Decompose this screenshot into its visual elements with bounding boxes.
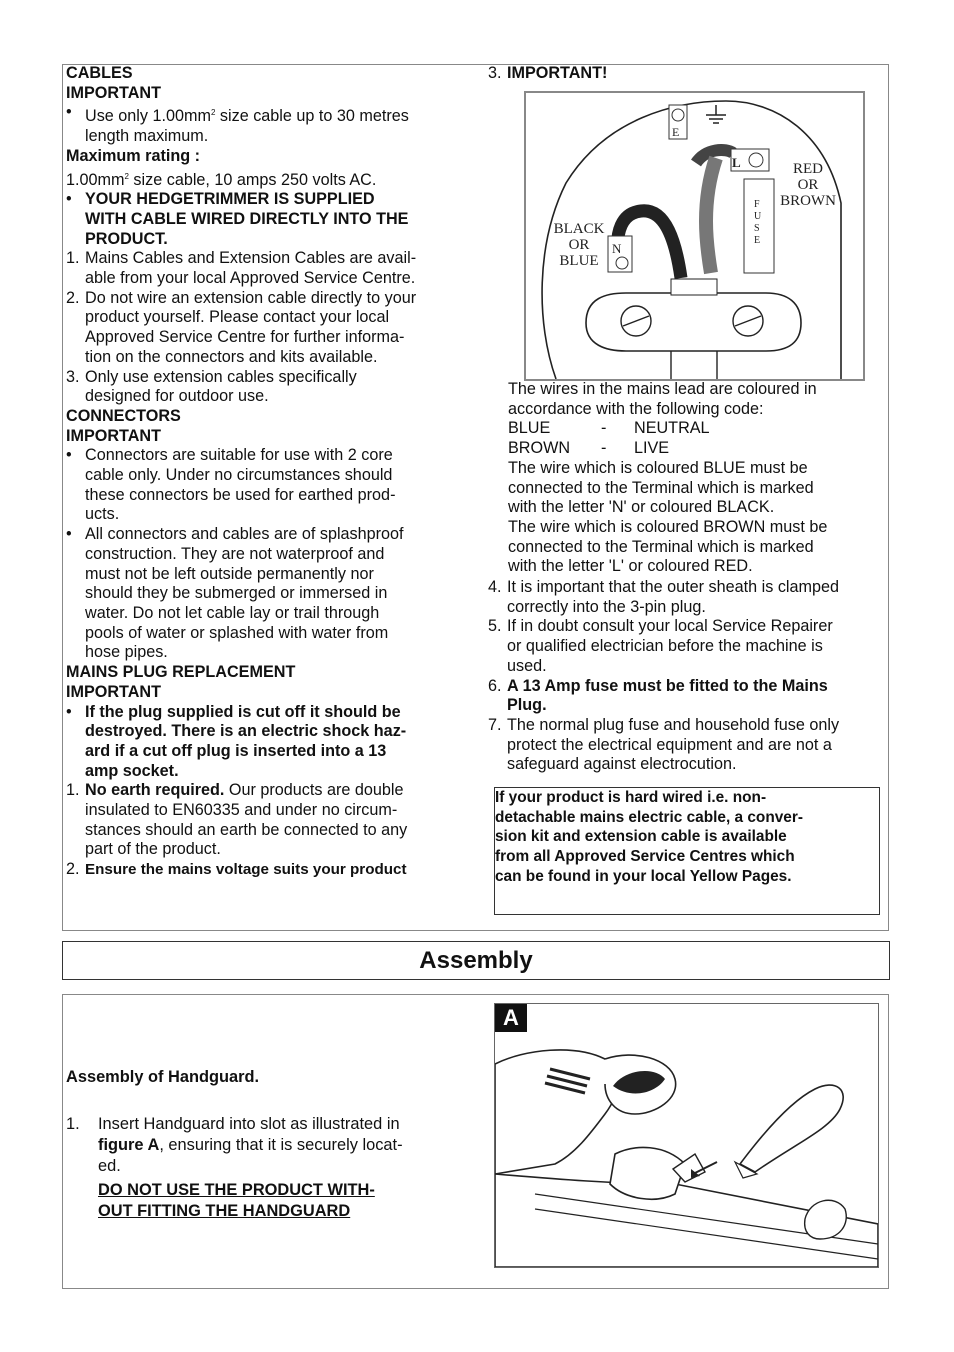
list-line: tion on the connectors and kits available. — [85, 347, 378, 366]
fuse-letter-2: S — [754, 223, 760, 234]
list-line: It is important that the outer sheath is clamped — [507, 578, 840, 596]
note-line: detachable mains electric cable, a conver- — [495, 808, 803, 826]
black-label-2: BLUE — [559, 253, 599, 269]
section-title-box — [62, 941, 890, 980]
supplied-line: YOUR HEDGETRIMMER IS SUPPLIED — [85, 190, 375, 209]
list-line: construction. They are not waterproof and — [85, 544, 385, 563]
code-row-brown — [508, 439, 888, 459]
connector-bullet: • Connectors are suitable for use with 2 core cable only. Under no circumstances should these connectors be used for earthed prod- ucts. — [66, 446, 471, 525]
screw-icon — [749, 153, 763, 167]
right-column — [488, 64, 888, 84]
plug-heading: MAINS PLUG REPLACEMENT — [66, 663, 296, 682]
list-line: A 13 Amp fuse must be fitted to the Mains — [507, 676, 828, 695]
list-line: The normal plug fuse and household fuse only — [507, 715, 840, 734]
assembly-step — [66, 1114, 466, 1222]
cable-size-text-b: size cable up to 30 metres — [215, 107, 409, 126]
text-line: with the letter 'N' or coloured BLACK. — [508, 498, 775, 517]
list-line: cable only. Under no circumstances should — [85, 466, 393, 485]
rating-b: size cable, 10 amps 250 volts AC. — [128, 170, 377, 189]
right-column-list — [488, 578, 888, 775]
list-line: Ensure the mains voltage suits your product — [85, 861, 407, 879]
text-line: The wire which is coloured BROWN must be — [508, 517, 828, 536]
plug-wiring-svg — [526, 93, 863, 379]
connector-bullet: • All connectors and cables are of splashproof construction. They are not waterproof and must not be left outside permanently nor should they be submerged or immersed in water. Do not let cable lay or trail through pools of water or splashed with water from hose pipes. — [66, 525, 471, 663]
brown-wire-sheath — [706, 158, 716, 273]
no-earth-label: No earth required. — [85, 781, 225, 800]
earth-letter: E — [672, 125, 680, 139]
code-meaning: NEUTRAL — [634, 419, 710, 438]
list-line: safeguard against electrocution. — [507, 755, 737, 774]
warning-line: DO NOT USE THE PRODUCT WITH- — [98, 1181, 375, 1199]
list-item: 1. Mains Cables and Extension Cables are avail- able from your local Approved Service Centre. — [66, 249, 471, 288]
left-column — [66, 64, 471, 880]
cable-size-text: Use only 1.00mm — [85, 107, 211, 126]
cables-heading: CABLES — [66, 64, 133, 82]
list-line: must not be left outside permanently nor — [85, 564, 374, 583]
list-line: stances should an earth be connected to any — [85, 820, 408, 839]
list-line: designed for outdoor use. — [85, 387, 269, 406]
superscript: 2 — [210, 108, 216, 118]
list-line: Mains Cables and Extension Cables are avail- — [85, 249, 417, 268]
code-colour: BLUE — [508, 419, 551, 438]
list-line: If the plug supplied is cut off it should be — [85, 702, 401, 721]
code-colour: BROWN — [508, 439, 571, 458]
list-item: 5. If in doubt consult your local Service Repairer or qualified electrician before the machine is used. — [488, 617, 888, 676]
list-line: product yourself. Please contact your local — [85, 308, 390, 327]
list-item: 1. No earth required. Our products are double insulated to EN60335 and under no circum- stances should an earth be connected to any part of the product. — [66, 781, 471, 860]
figure-a-label: A — [495, 1004, 527, 1032]
plug-bullet: • If the plug supplied is cut off it should be destroyed. There is an electric shock haz- ard if a cut off plug is inserted into a 13 amp socket. — [66, 703, 471, 782]
list-line: correctly into the 3-pin plug. — [507, 597, 706, 616]
live-letter: L — [732, 155, 741, 170]
screw-icon — [672, 109, 684, 121]
earth-symbol-icon — [706, 105, 726, 123]
supplied-line: PRODUCT. — [85, 229, 168, 248]
list-line: part of the product. — [85, 840, 221, 859]
rating-a: 1.00mm — [66, 170, 125, 189]
list-item: 7. The normal plug fuse and household fuse only protect the electrical equipment and are not a safeguard against electrocution. — [488, 716, 888, 775]
warning-line: OUT FITTING THE HANDGUARD — [98, 1202, 351, 1220]
max-rating-label: Maximum rating : — [66, 146, 201, 165]
cable-bullet: • Use only $1.00mm^2$ size cable up to 30 metres length maximum. — [66, 103, 471, 146]
hedgetrimmer-illustration — [495, 1004, 878, 1267]
handguard-piece — [740, 1085, 843, 1172]
important-label: IMPORTANT — [66, 83, 162, 102]
superscript: 2 — [124, 171, 129, 181]
fuse-letter-1: U — [754, 211, 762, 222]
fuse-letter-3: E — [754, 235, 761, 246]
text-line: The wire which is coloured BLUE must be — [508, 458, 808, 477]
list-item: 2. Ensure the mains voltage suits your product — [66, 860, 471, 880]
list-line: Our products are double — [224, 781, 404, 800]
screw-icon — [616, 257, 628, 269]
supplied-line: WITH CABLE WIRED DIRECTLY INTO THE — [85, 209, 409, 228]
step-line: Insert Handguard into slot as illustrated in — [98, 1115, 400, 1133]
list-line: or qualified electrician before the machine is — [507, 637, 823, 656]
assembly-subhead: Assembly of Handguard. — [66, 1068, 260, 1086]
important-label: IMPORTANT — [66, 426, 162, 445]
neutral-letter: N — [612, 241, 622, 256]
list-item: 3. Only use extension cables specifically designed for outdoor use. — [66, 368, 471, 407]
cord-clamp — [586, 293, 801, 351]
black-label-1: OR — [568, 237, 590, 253]
assembly-text — [66, 1067, 466, 1222]
list-line: able from your local Approved Service Centre. — [85, 269, 416, 288]
list-line: these connectors be used for earthed prod- — [85, 485, 396, 504]
right-column-text — [508, 380, 888, 577]
text-line: The wires in the mains lead are coloured in — [508, 380, 817, 398]
text-line: connected to the Terminal which is marked — [508, 537, 814, 556]
cable-sheath — [671, 279, 717, 295]
cable-size-text-c: length maximum. — [85, 127, 209, 146]
list-line: pools of water or splashed with water from — [85, 623, 389, 642]
code-row-blue — [508, 419, 888, 439]
list-line: destroyed. There is an electric shock haz- — [85, 722, 407, 741]
supplied-bullet: • YOUR HEDGETRIMMER IS SUPPLIED WITH CABLE WIRED DIRECTLY INTO THE PRODUCT. — [66, 190, 471, 249]
important-label: IMPORTANT — [66, 682, 162, 701]
figure-a — [494, 1003, 879, 1268]
list-line: ucts. — [85, 505, 120, 524]
step-line: ed. — [98, 1157, 121, 1175]
list-line: Only use extension cables specifically — [85, 367, 357, 386]
list-line: Do not wire an extension cable directly to your — [85, 288, 417, 307]
list-item: 6. A 13 Amp fuse must be fitted to the Mains Plug. — [488, 677, 888, 716]
red-label-1: OR — [797, 177, 819, 193]
code-dash: - — [601, 419, 607, 438]
list-line: insulated to EN60335 and under no circum- — [85, 801, 398, 820]
note-line: If your product is hard wired i.e. non- — [495, 789, 767, 806]
text-line: with the letter 'L' or coloured RED. — [508, 557, 753, 576]
rating-text — [66, 167, 471, 191]
note-line: can be found in your local Yellow Pages. — [495, 867, 792, 885]
list-line: Approved Service Centre for further informa- — [85, 328, 405, 347]
list-line: Connectors are suitable for use with 2 core — [85, 446, 393, 465]
figure-reference: figure A — [98, 1136, 160, 1154]
list-line: hose pipes. — [85, 643, 168, 662]
list-line: protect the electrical equipment and are not a — [507, 735, 832, 754]
connectors-heading: CONNECTORS — [66, 406, 181, 425]
list-line: If in doubt consult your local Service Repairer — [507, 617, 833, 636]
list-item: 2. Do not wire an extension cable directly to your product yourself. Please contact your local Approved Service Centre for further informa- tion on the connectors and kits available. — [66, 289, 471, 368]
fuse-letter-0: F — [754, 199, 760, 210]
list-item: 4. It is important that the outer sheath is clamped correctly into the 3-pin plug. — [488, 578, 888, 617]
important-item: 3. IMPORTANT! — [488, 64, 888, 84]
red-label-0: RED — [793, 161, 823, 177]
cable-exit — [671, 351, 717, 379]
hard-wired-note — [494, 787, 880, 915]
code-meaning: LIVE — [634, 439, 670, 458]
list-line: Plug. — [507, 696, 547, 715]
list-line: used. — [507, 656, 547, 675]
list-line: amp socket. — [85, 761, 179, 780]
note-line: sion kit and extension cable is available — [495, 828, 787, 846]
front-handle — [610, 1147, 685, 1199]
step-line: , ensuring that it is securely locat- — [159, 1136, 403, 1154]
list-line: should they be submerged or immersed in — [85, 584, 388, 603]
black-label-0: BLACK — [553, 221, 605, 237]
section-title: Assembly — [419, 947, 533, 974]
text-line: connected to the Terminal which is marked — [508, 478, 814, 497]
trimmer-body — [495, 1050, 618, 1174]
important-heading: IMPORTANT! — [507, 64, 608, 82]
code-dash: - — [601, 439, 607, 458]
red-label-2: BROWN — [780, 193, 836, 209]
plug-diagram — [524, 91, 865, 381]
list-line: All connectors and cables are of splashproof — [85, 525, 404, 544]
list-line: water. Do not let cable lay or trail through — [85, 603, 380, 622]
list-line: ard if a cut off plug is inserted into a 13 — [85, 741, 387, 760]
step-number: 1. — [66, 1115, 80, 1133]
text-line: accordance with the following code: — [508, 399, 764, 418]
note-line: from all Approved Service Centres which — [495, 848, 795, 866]
